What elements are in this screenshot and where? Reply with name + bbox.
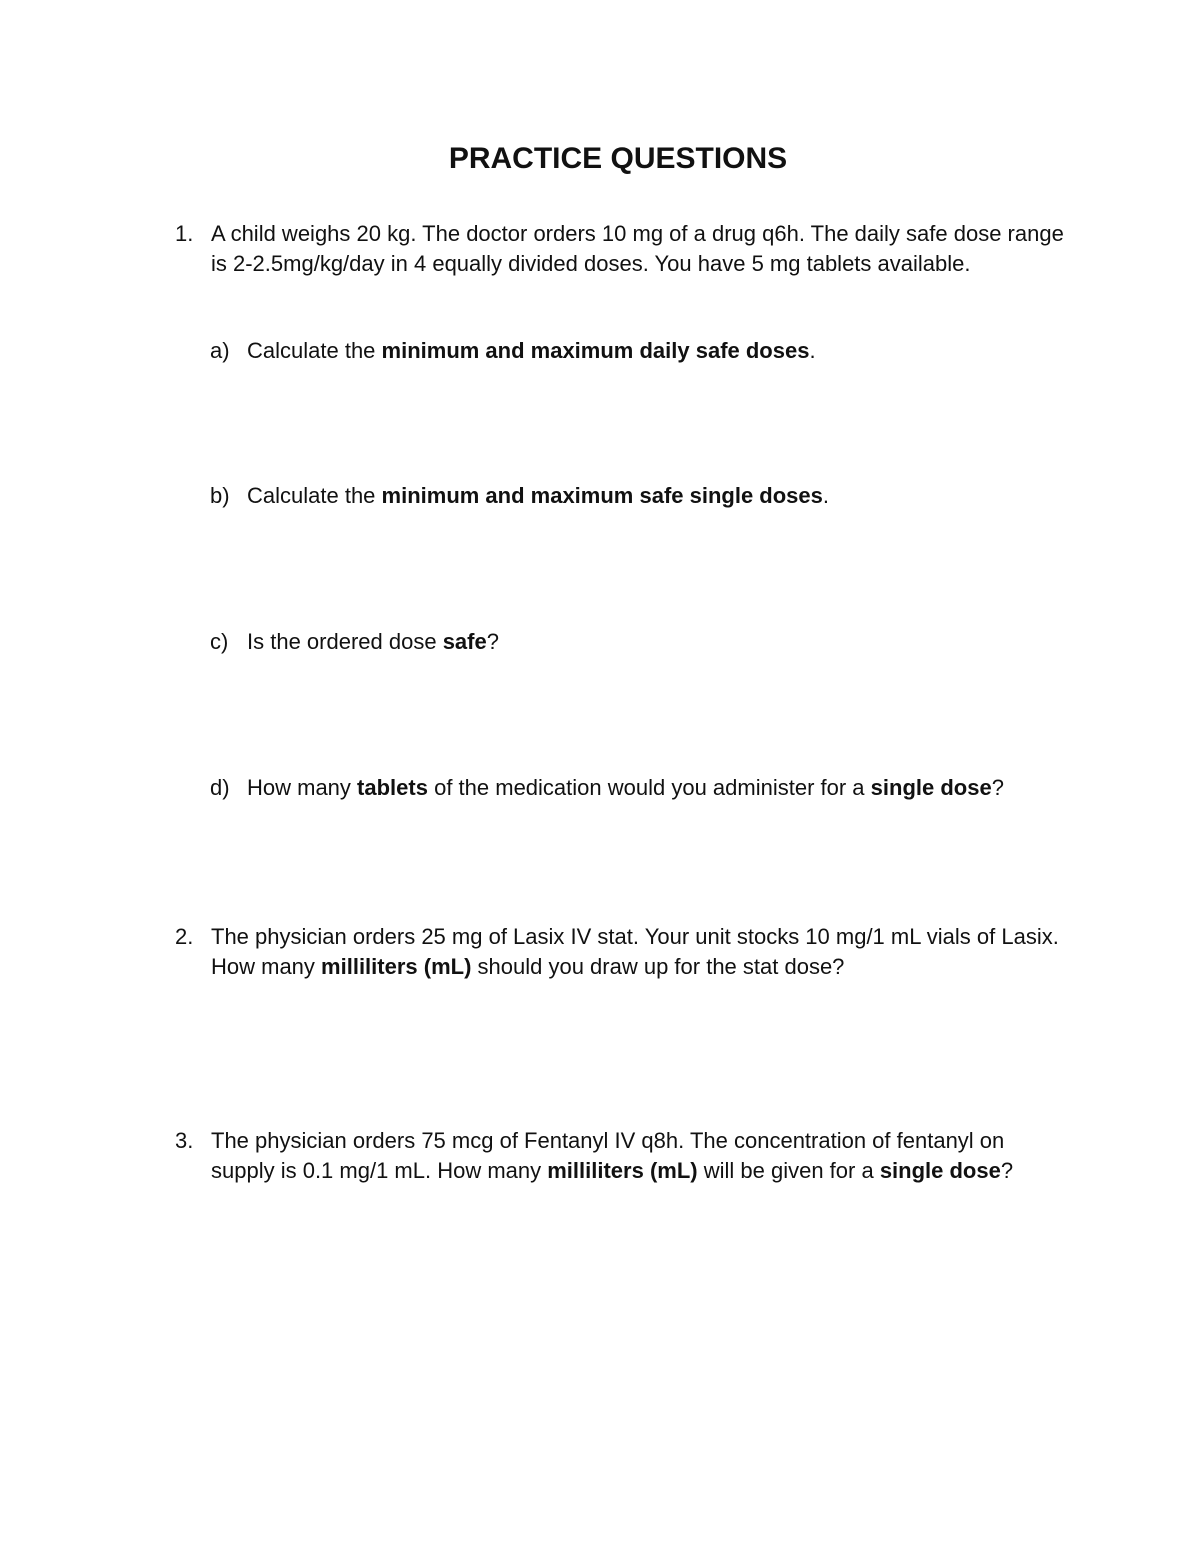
question-number: 3. [175,1128,194,1153]
question-1-part-b [210,481,1090,511]
part-text: Calculate the minimum and maximum safe single doses. [247,483,830,508]
part-letter: d) [210,775,230,800]
question-3 [170,1126,1070,1185]
part-letter: a) [210,338,230,363]
part-letter: b) [210,483,230,508]
question-2 [170,922,1070,981]
question-1 [170,219,1070,278]
page-title: PRACTICE QUESTIONS [448,142,788,175]
question-text: A child weighs 20 kg. The doctor orders 10 mg of a drug q6h. The daily safe dose range is 2-2.5mg/kg/day in 4 equally divided doses. You have 5 mg tablets available. [211,221,1064,276]
question-1-part-d [210,773,1090,803]
part-text: Calculate the minimum and maximum daily safe doses. [247,338,816,363]
part-text: How many tablets of the medication would you administer for a single dose? [247,775,1004,800]
question-text: The physician orders 75 mcg of Fentanyl IV q8h. The concentration of fentanyl on supply is 0.1 mg/1 mL. How many milliliters (mL) will be given for a single dose? [211,1128,1014,1183]
part-letter: c) [210,629,229,654]
part-text: Is the ordered dose safe? [247,629,499,654]
question-number: 1. [175,221,194,246]
question-text: The physician orders 25 mg of Lasix IV stat. Your unit stocks 10 mg/1 mL vials of Lasix. How many milliliters (mL) should you draw up for the stat dose? [211,924,1059,979]
question-number: 2. [175,924,194,949]
question-1-part-c [210,627,1090,657]
question-1-part-a [210,336,1090,366]
